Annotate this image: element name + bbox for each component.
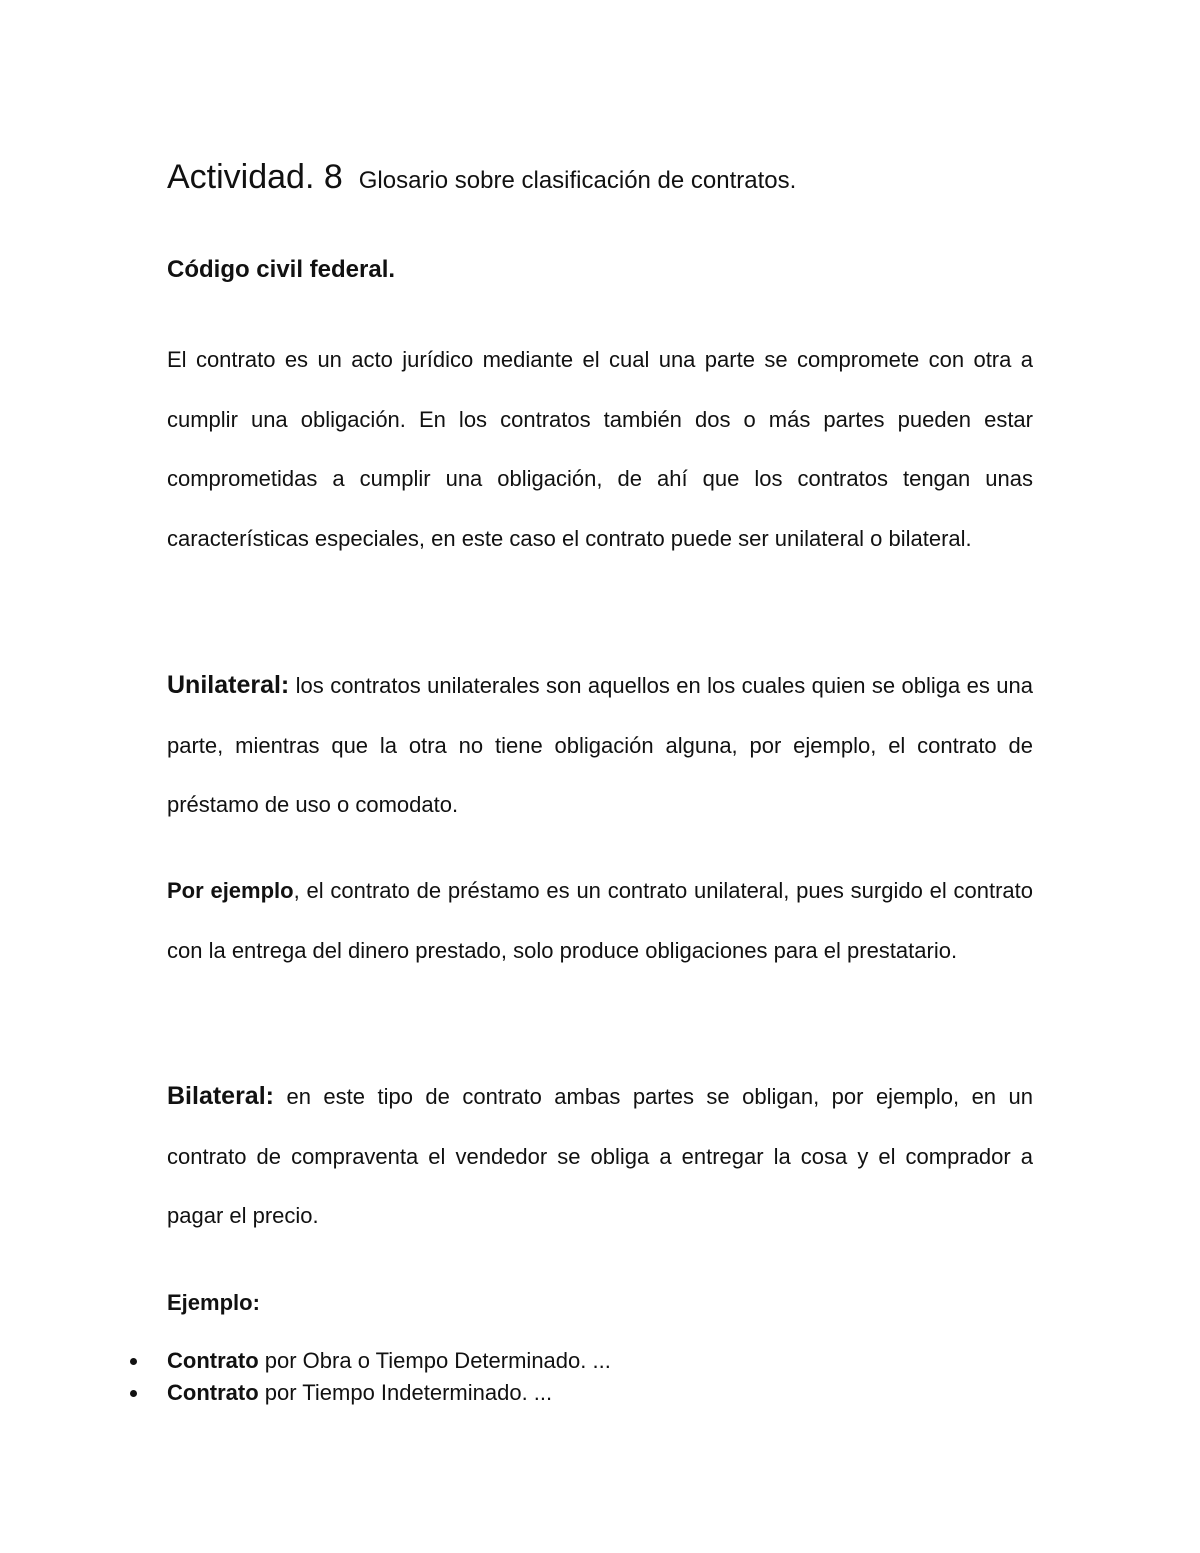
list-item — [130, 1377, 611, 1409]
bilateral-term: Bilateral: — [167, 1082, 274, 1110]
document-title — [167, 158, 796, 197]
section-heading: Código civil federal. — [167, 256, 396, 283]
bilateral-paragraph — [167, 1067, 1033, 1246]
bullet-icon — [130, 1390, 137, 1397]
examples-label: Ejemplo: — [167, 1290, 260, 1315]
list-item-text: por Tiempo Indeterminado. ... — [258, 1380, 553, 1405]
unilateral-paragraph — [167, 656, 1033, 835]
example-lead: Por ejemplo — [167, 878, 294, 903]
examples-list — [130, 1345, 611, 1409]
list-item-bold: Contrato — [167, 1348, 259, 1373]
title-subtitle: Glosario sobre clasificación de contratos. — [358, 167, 797, 194]
intro-paragraph: El contrato es un acto jurídico mediante el cual una parte se compromete con otra a cumplir una obligación. En los contratos también dos o más partes pueden estar comprometidas a cumplir una obligación, de ahí que los contratos tengan unas características especiales, en este caso el contrato puede ser unilateral o bilateral. — [167, 347, 1033, 551]
unilateral-term: Unilateral: — [167, 671, 290, 699]
title-main: Actividad. 8 — [167, 158, 343, 196]
bullet-icon — [130, 1358, 137, 1365]
list-item-bold: Contrato — [167, 1380, 259, 1405]
example-paragraph — [167, 861, 1033, 980]
list-item-text: por Obra o Tiempo Determinado. ... — [258, 1348, 611, 1373]
example-text: , el contrato de préstamo es un contrato unilateral, pues surgido el contrato con la entrega del dinero prestado, solo produce obligaciones para el prestatario. — [167, 878, 1033, 963]
bilateral-definition: en este tipo de contrato ambas partes se obligan, por ejemplo, en un contrato de compraventa el vendedor se obliga a entregar la cosa y el comprador a pagar el precio. — [167, 1084, 1033, 1228]
unilateral-definition: los contratos unilaterales son aquellos en los cuales quien se obliga es una parte, mientras que la otra no tiene obligación alguna, por ejemplo, el contrato de préstamo de uso o comodato. — [167, 673, 1033, 817]
list-item — [130, 1345, 611, 1377]
